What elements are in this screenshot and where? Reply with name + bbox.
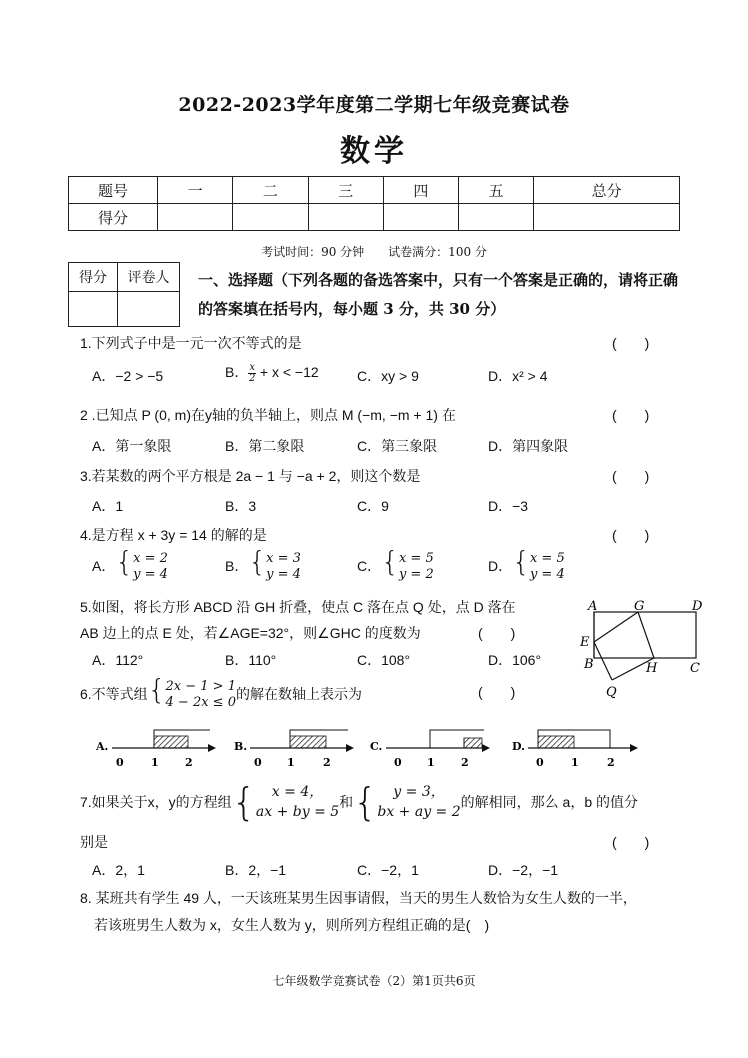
score-row-label: 得分 [69,204,158,231]
grader-blank [118,292,180,327]
q4-c-system [399,551,434,583]
q6-stem-pre: 6.不等式组 [80,686,148,702]
score-blank-cell [158,204,233,231]
q2-option-b: B．第二象限 [225,438,305,454]
numberline-label: B. [234,740,248,753]
q4-stem: 4.是方程 x + 3y = 14 的解的是 [80,527,267,543]
fig-dashed-original [638,612,696,658]
left-brace-icon: { [248,545,267,578]
q4-d-label: D． [488,558,513,574]
q7-s1-eq1: x = 4， [271,784,324,800]
q4-b-label: B． [225,558,249,574]
q3-option-d: D．−3 [488,498,529,514]
q6-answer-paren: ( ) [478,684,516,700]
q5-option-b: B．110° [225,652,277,668]
q1-option-d: D．x² > 4 [488,368,548,384]
fig-fold-line-gh [638,612,654,658]
fig-line-eq [594,642,612,680]
q7-option-b: B．2，−1 [225,862,287,878]
q4-option-c [357,545,434,583]
q7-stem-pre: 7.如果关于x，y的方程组 [80,794,232,810]
score-cell: 总分 [534,177,680,204]
q7-answer-paren: ( ) [612,834,650,850]
left-brace-icon: { [115,545,134,578]
arrow-right-icon [208,744,216,752]
q7-stem-mid: 和 [339,794,354,810]
left-brace-icon: { [353,780,378,824]
tick-label: 0 [254,756,262,769]
q1-option-b-label: B． [225,364,249,380]
q6-system [166,679,236,711]
arrow-right-icon [630,744,638,752]
score-blank-cell [308,204,383,231]
tick-label: 1 [427,756,435,769]
q6-stem [80,673,362,711]
q4-a-eq1: x = 2 [133,551,168,567]
q7-option-d: D．−2，−1 [488,862,559,878]
tick-label: 0 [536,756,544,769]
fig-line-ge [594,612,638,642]
q1-option-b-rest: + x < −12 [259,364,319,380]
fig-label-c: C [690,661,700,676]
score-table-score-row [69,204,680,231]
tick-label: 2 [607,756,615,769]
fig-label-e: E [580,635,590,650]
q3-stem: 3.若某数的两个平方根是 2a − 1 与 −a + 2，则这个数是 [80,468,421,484]
section-1-title: 一、选择题（下列各题的备选答案中，只有一个答案是正确的，请将正确的答案填在括号内，每小题 3 分，共 30 分） [198,271,679,318]
q3-option-b: B．3 [225,498,257,514]
q6-ineq2: 4 − 2x ≤ 0 [165,695,236,711]
q4-option-b [225,545,301,583]
page-footer: 七年级数学竞赛试卷（2）第1页共6页 [272,974,476,988]
fig-label-h: H [646,661,658,676]
q5-option-d: D．106° [488,652,542,668]
q5-rectangle-fold-figure [576,598,708,706]
fig-label-q: Q [606,685,617,700]
q1-stem: 1.下列式子中是一元一次不等式的是 [80,335,302,351]
q4-b-eq1: x = 3 [266,551,301,567]
q6-option-c-numberline [366,722,496,772]
numberline-label: D. [512,740,525,753]
q7-s2-eq1: y = 3， [393,784,445,800]
q4-a-label: A． [92,558,116,574]
q2-answer-paren: ( ) [612,407,650,423]
left-brace-icon: { [381,545,399,578]
tick-label: 1 [151,756,159,769]
q5-option-c: C．108° [357,652,411,668]
score-blank-cell [534,204,680,231]
q4-c-eq1: x = 5 [398,551,434,567]
q1-option-c: C．xy > 9 [357,368,419,384]
left-brace-icon: { [512,545,530,578]
fig-label-a: A [588,599,598,614]
q2-option-d: D．第四象限 [488,438,569,454]
fig-label-g: G [634,599,645,614]
q3-option-a: A．1 [92,498,124,514]
q7-s2-eq2: bx + ay = 2 [377,804,461,820]
q2-option-a: A．第一象限 [92,438,172,454]
q4-d-eq1: x = 5 [529,551,565,567]
arrow-right-icon [482,744,490,752]
grader-blank [69,292,118,327]
q6-option-d-numberline [508,722,644,772]
score-table-header-row [69,177,680,204]
q3-answer-paren: ( ) [612,468,650,484]
q1-fraction [248,363,256,384]
score-blank-cell [383,204,458,231]
q4-d-eq2: y = 4 [529,567,565,583]
numberline-label: C. [370,740,383,753]
score-blank-cell [459,204,534,231]
q7-option-c: C．−2，1 [357,862,419,878]
grader-table [68,262,180,327]
score-cell: 题号 [69,177,158,204]
exam-title: 2022-2023学年度第二学期七年级竞赛试卷 [178,94,570,116]
q1-frac-denominator: 2 [248,372,256,384]
q1-option-b [225,362,319,384]
q4-b-system [266,551,301,583]
score-cell: 一 [158,177,233,204]
score-blank-cell [233,204,308,231]
fig-label-d: D [692,599,703,614]
q7-stem [80,782,638,822]
q1-option-a: A．−2 > −5 [92,368,164,384]
tick-label: 2 [461,756,469,769]
q6-option-b-numberline [230,722,360,772]
grader-score-label: 得分 [69,263,118,292]
fig-label-b: B [584,657,594,672]
q4-a-system [133,551,168,583]
score-table [68,176,680,231]
numberline-label: A. [96,740,109,753]
q4-c-eq2: y = 2 [398,567,434,583]
q7-stem-post: 的解相同，那么 a，b 的值分 [460,794,639,810]
score-cell: 五 [459,177,534,204]
q7-stem-line2: 别是 [80,834,108,850]
q4-option-d [488,545,565,583]
tick-label: 0 [394,756,402,769]
exam-info: 考试时间：90 分钟 试卷满分：100 分 [261,245,487,259]
q3-option-c: C．9 [357,498,389,514]
subject-title: 数学 [340,134,408,169]
q7-option-a: A．2，1 [92,862,145,878]
q5-stem-line1: 5.如图，将长方形 ABCD 沿 GH 折叠，使点 C 落在点 Q 处，点 D 落在 [80,599,516,615]
q5-option-a: A．112° [92,652,144,668]
q7-s1-eq2: ax + by = 5 [255,804,340,820]
fig-rect-left [594,612,696,658]
q5-answer-paren: ( ) [478,625,516,641]
left-brace-icon: { [147,673,166,706]
score-cell: 四 [383,177,458,204]
q4-a-eq2: y = 4 [133,567,168,583]
q1-answer-paren: ( ) [612,335,650,351]
tick-label: 2 [185,756,193,769]
q5-stem-line2: AB 边上的点 E 处，若∠AGE=32°，则∠GHC 的度数为 [80,625,421,641]
tick-label: 1 [287,756,295,769]
q4-b-eq2: y = 4 [266,567,301,583]
q6-stem-post: 的解在数轴上表示为 [235,686,362,702]
q8-stem-line2: 若该班男生人数为 x，女生人数为 y，则所列方程组正确的是( ) [94,917,490,933]
q6-ineq1: 2x − 1 > 1 [165,679,236,695]
q4-option-a [92,545,168,583]
tick-label: 0 [116,756,124,769]
q4-d-system [530,551,565,583]
score-cell: 三 [308,177,383,204]
arrow-right-icon [346,744,354,752]
q4-c-label: C． [357,558,382,574]
q2-option-c: C．第三象限 [357,438,438,454]
score-cell: 二 [233,177,308,204]
q8-stem-line1: 8. 某班共有学生 49 人，一天该班某男生因事请假，当天的男生人数恰为女生人数的一半， [80,890,637,906]
tick-label: 1 [571,756,579,769]
q2-stem: 2 .已知点 P (0, m)在y轴的负半轴上，则点 M (−m, −m + 1) 在 [80,407,456,423]
q6-option-a-numberline [92,722,222,772]
q4-answer-paren: ( ) [612,527,650,543]
tick-label: 2 [323,756,331,769]
q1-frac-numerator: x [249,361,255,373]
q7-system2 [377,782,460,822]
left-brace-icon: { [231,780,256,824]
q7-system1 [256,782,339,822]
grader-name-label: 评卷人 [118,263,180,292]
